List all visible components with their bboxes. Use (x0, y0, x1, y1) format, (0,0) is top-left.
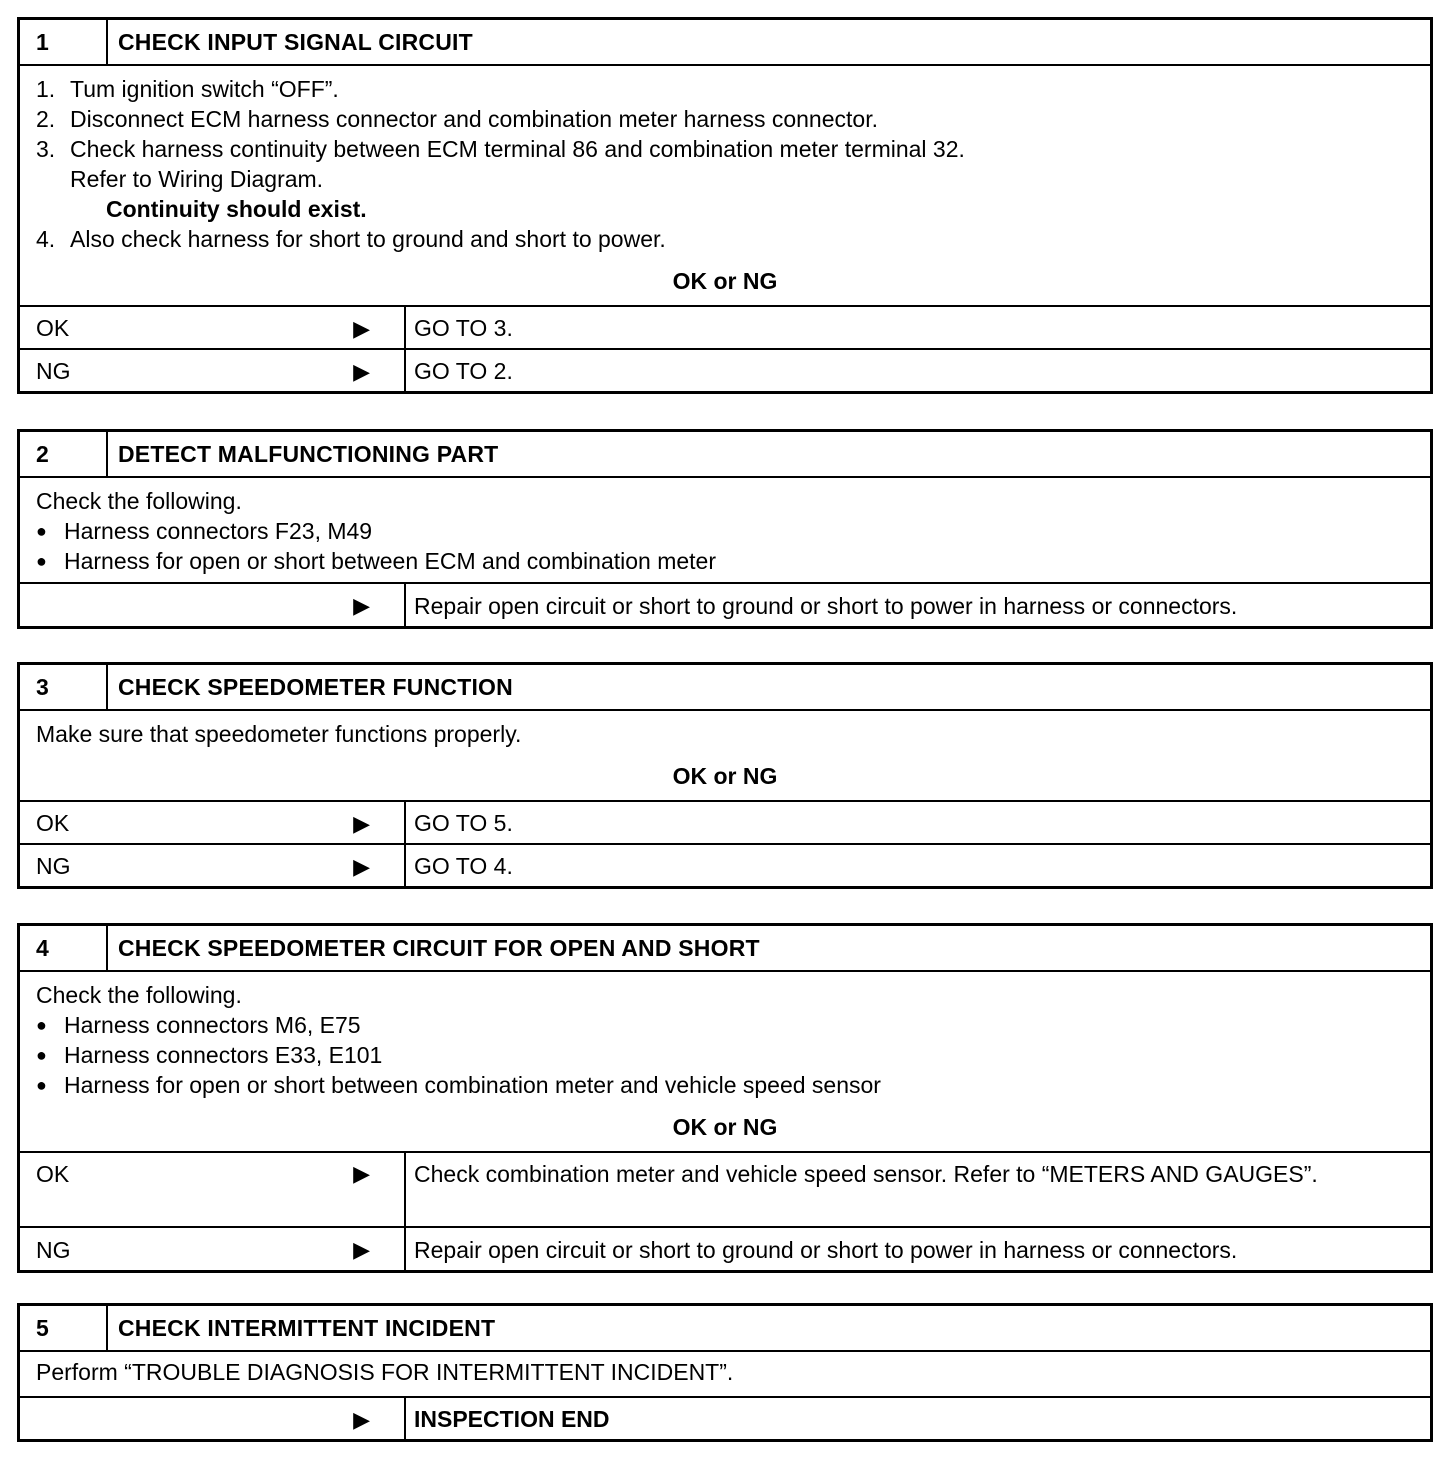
list-item: ● Harness for open or short between combination meter and vehicle speed sensor (36, 1072, 881, 1098)
ok-or-ng-heading: OK or NG (672, 1114, 778, 1140)
bullet-icon: ● (36, 551, 47, 571)
result-row (20, 582, 1430, 626)
step-title: CHECK SPEEDOMETER CIRCUIT FOR OPEN AND SHORT (118, 935, 760, 961)
arrow-icon: ▶ (353, 854, 370, 879)
intro-text: Perform “TROUBLE DIAGNOSIS FOR INTERMITTENT INCIDENT”. (36, 1359, 734, 1385)
intro-text: Make sure that speedometer functions properly. (36, 721, 522, 747)
result-action: GO TO 5. (414, 810, 513, 836)
ok-or-ng-heading: OK or NG (672, 763, 778, 789)
step-title: CHECK SPEEDOMETER FUNCTION (118, 674, 513, 700)
list-item: 4. Also check harness for short to ground and short to power. (36, 226, 666, 252)
bullet-icon: ● (36, 521, 47, 541)
result-action: GO TO 4. (414, 853, 513, 879)
bullet-icon: ● (36, 1045, 47, 1065)
result-label: NG ▶ (20, 350, 406, 391)
arrow-icon: ▶ (353, 359, 370, 384)
bullet-icon: ● (36, 1075, 47, 1095)
result-row (20, 348, 1430, 391)
result-label: NG ▶ (20, 845, 406, 886)
step-number: 4 (20, 926, 108, 970)
step-block-2 (17, 429, 1433, 629)
result-row (20, 843, 1430, 886)
step-block-4 (17, 923, 1433, 1273)
arrow-icon: ▶ (353, 316, 370, 341)
intro-text: Check the following. (36, 982, 242, 1008)
result-row (20, 1226, 1430, 1270)
step-header (20, 20, 1430, 66)
result-row (20, 305, 1430, 348)
step-body (20, 1352, 1430, 1396)
step-title: DETECT MALFUNCTIONING PART (118, 441, 499, 467)
step-body (20, 972, 1430, 1106)
step-header (20, 665, 1430, 711)
step-title: CHECK INPUT SIGNAL CIRCUIT (118, 29, 473, 55)
intro-text: Check the following. (36, 488, 242, 514)
result-row (20, 800, 1430, 843)
step-title: CHECK INTERMITTENT INCIDENT (118, 1315, 496, 1341)
ok-or-ng-heading: OK or NG (672, 268, 778, 294)
spec-note: Continuity should exist. (106, 196, 367, 222)
step-number: 5 (20, 1306, 108, 1350)
arrow-icon: ▶ (353, 1237, 370, 1262)
arrow-icon: ▶ (353, 1161, 370, 1186)
result-action: Check combination meter and vehicle speed sensor. Refer to “METERS AND GAUGES”. (414, 1161, 1318, 1187)
result-label: NG ▶ (20, 1228, 406, 1270)
arrow-icon: ▶ (353, 811, 370, 836)
step-header (20, 432, 1430, 478)
step-block-1 (17, 17, 1433, 394)
step-body (20, 66, 1430, 260)
result-label (20, 1398, 406, 1439)
arrow-icon: ▶ (353, 593, 370, 618)
result-action: Repair open circuit or short to ground or short to power in harness or connectors. (414, 593, 1238, 619)
result-label (20, 584, 406, 626)
result-row (20, 1151, 1430, 1226)
arrow-icon: ▶ (353, 1407, 370, 1432)
list-item: 3. Check harness continuity between ECM terminal 86 and combination meter terminal 32. (36, 136, 965, 162)
list-item: 2. Disconnect ECM harness connector and combination meter harness connector. (36, 106, 878, 132)
result-action: Repair open circuit or short to ground or short to power in harness or connectors. (414, 1237, 1238, 1263)
list-item: ● Harness for open or short between ECM and combination meter (36, 548, 716, 574)
result-label: OK ▶ (20, 802, 406, 843)
step-body (20, 711, 1430, 755)
sub-note: Refer to Wiring Diagram. (70, 166, 324, 192)
list-item: ● Harness connectors M6, E75 (36, 1012, 361, 1038)
step-header (20, 926, 1430, 972)
result-action: INSPECTION END (414, 1406, 610, 1432)
step-number: 2 (20, 432, 108, 476)
result-row (20, 1396, 1430, 1439)
step-body (20, 478, 1430, 582)
list-item: ● Harness connectors F23, M49 (36, 518, 373, 544)
step-number: 1 (20, 20, 108, 64)
list-item: 1. Tum ignition switch “OFF”. (36, 76, 339, 102)
result-action: GO TO 2. (414, 358, 513, 384)
step-header (20, 1306, 1430, 1352)
list-item: ● Harness connectors E33, E101 (36, 1042, 383, 1068)
step-block-5 (17, 1303, 1433, 1442)
result-label: OK ▶ (20, 307, 406, 348)
result-label: OK ▶ (20, 1153, 406, 1226)
step-number: 3 (20, 665, 108, 709)
step-block-3 (17, 662, 1433, 889)
result-action: GO TO 3. (414, 315, 513, 341)
bullet-icon: ● (36, 1015, 47, 1035)
